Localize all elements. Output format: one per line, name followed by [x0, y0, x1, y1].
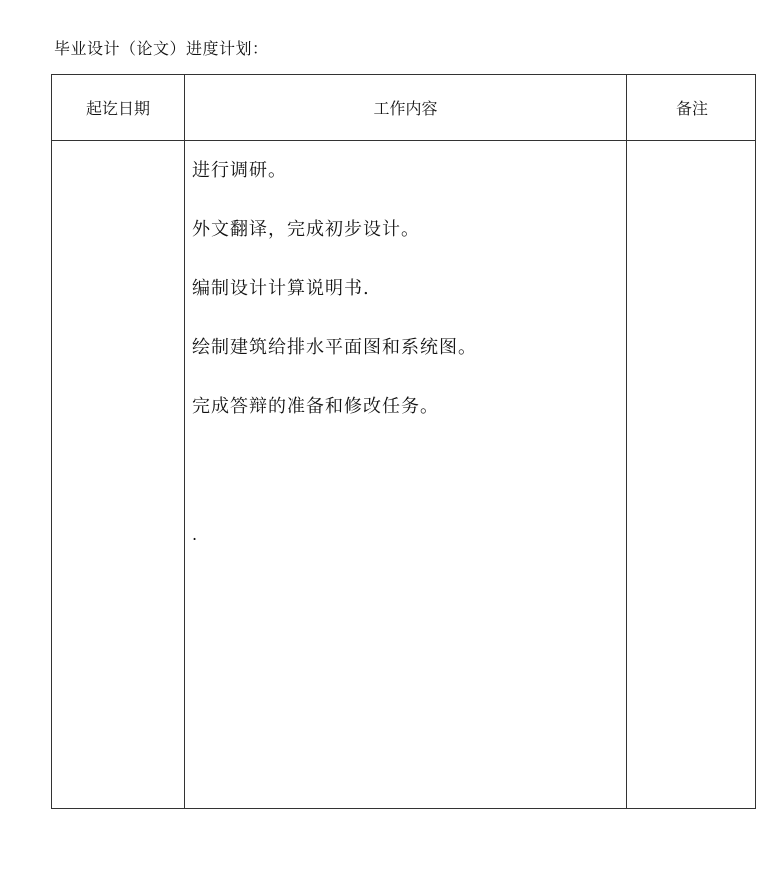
- work-item: 绘制建筑给排水平面图和系统图。: [192, 337, 477, 358]
- header-row-divider: [52, 140, 755, 141]
- work-item: 外文翻译，完成初步设计。: [192, 219, 420, 240]
- column-divider: [184, 75, 185, 808]
- stray-period-mark: .: [192, 525, 198, 544]
- work-item: 完成答辩的准备和修改任务。: [192, 396, 439, 417]
- work-item: 进行调研。: [192, 160, 287, 181]
- schedule-table: [51, 74, 756, 809]
- work-content-list: [192, 159, 477, 454]
- header-date: 起讫日期: [85, 99, 150, 118]
- header-remark: 备注: [675, 99, 708, 118]
- column-divider: [626, 75, 627, 808]
- header-work-content: 工作内容: [373, 99, 438, 118]
- document-heading: 毕业设计（论文）进度计划：: [54, 39, 269, 58]
- work-item: 编制设计计算说明书.: [192, 278, 370, 299]
